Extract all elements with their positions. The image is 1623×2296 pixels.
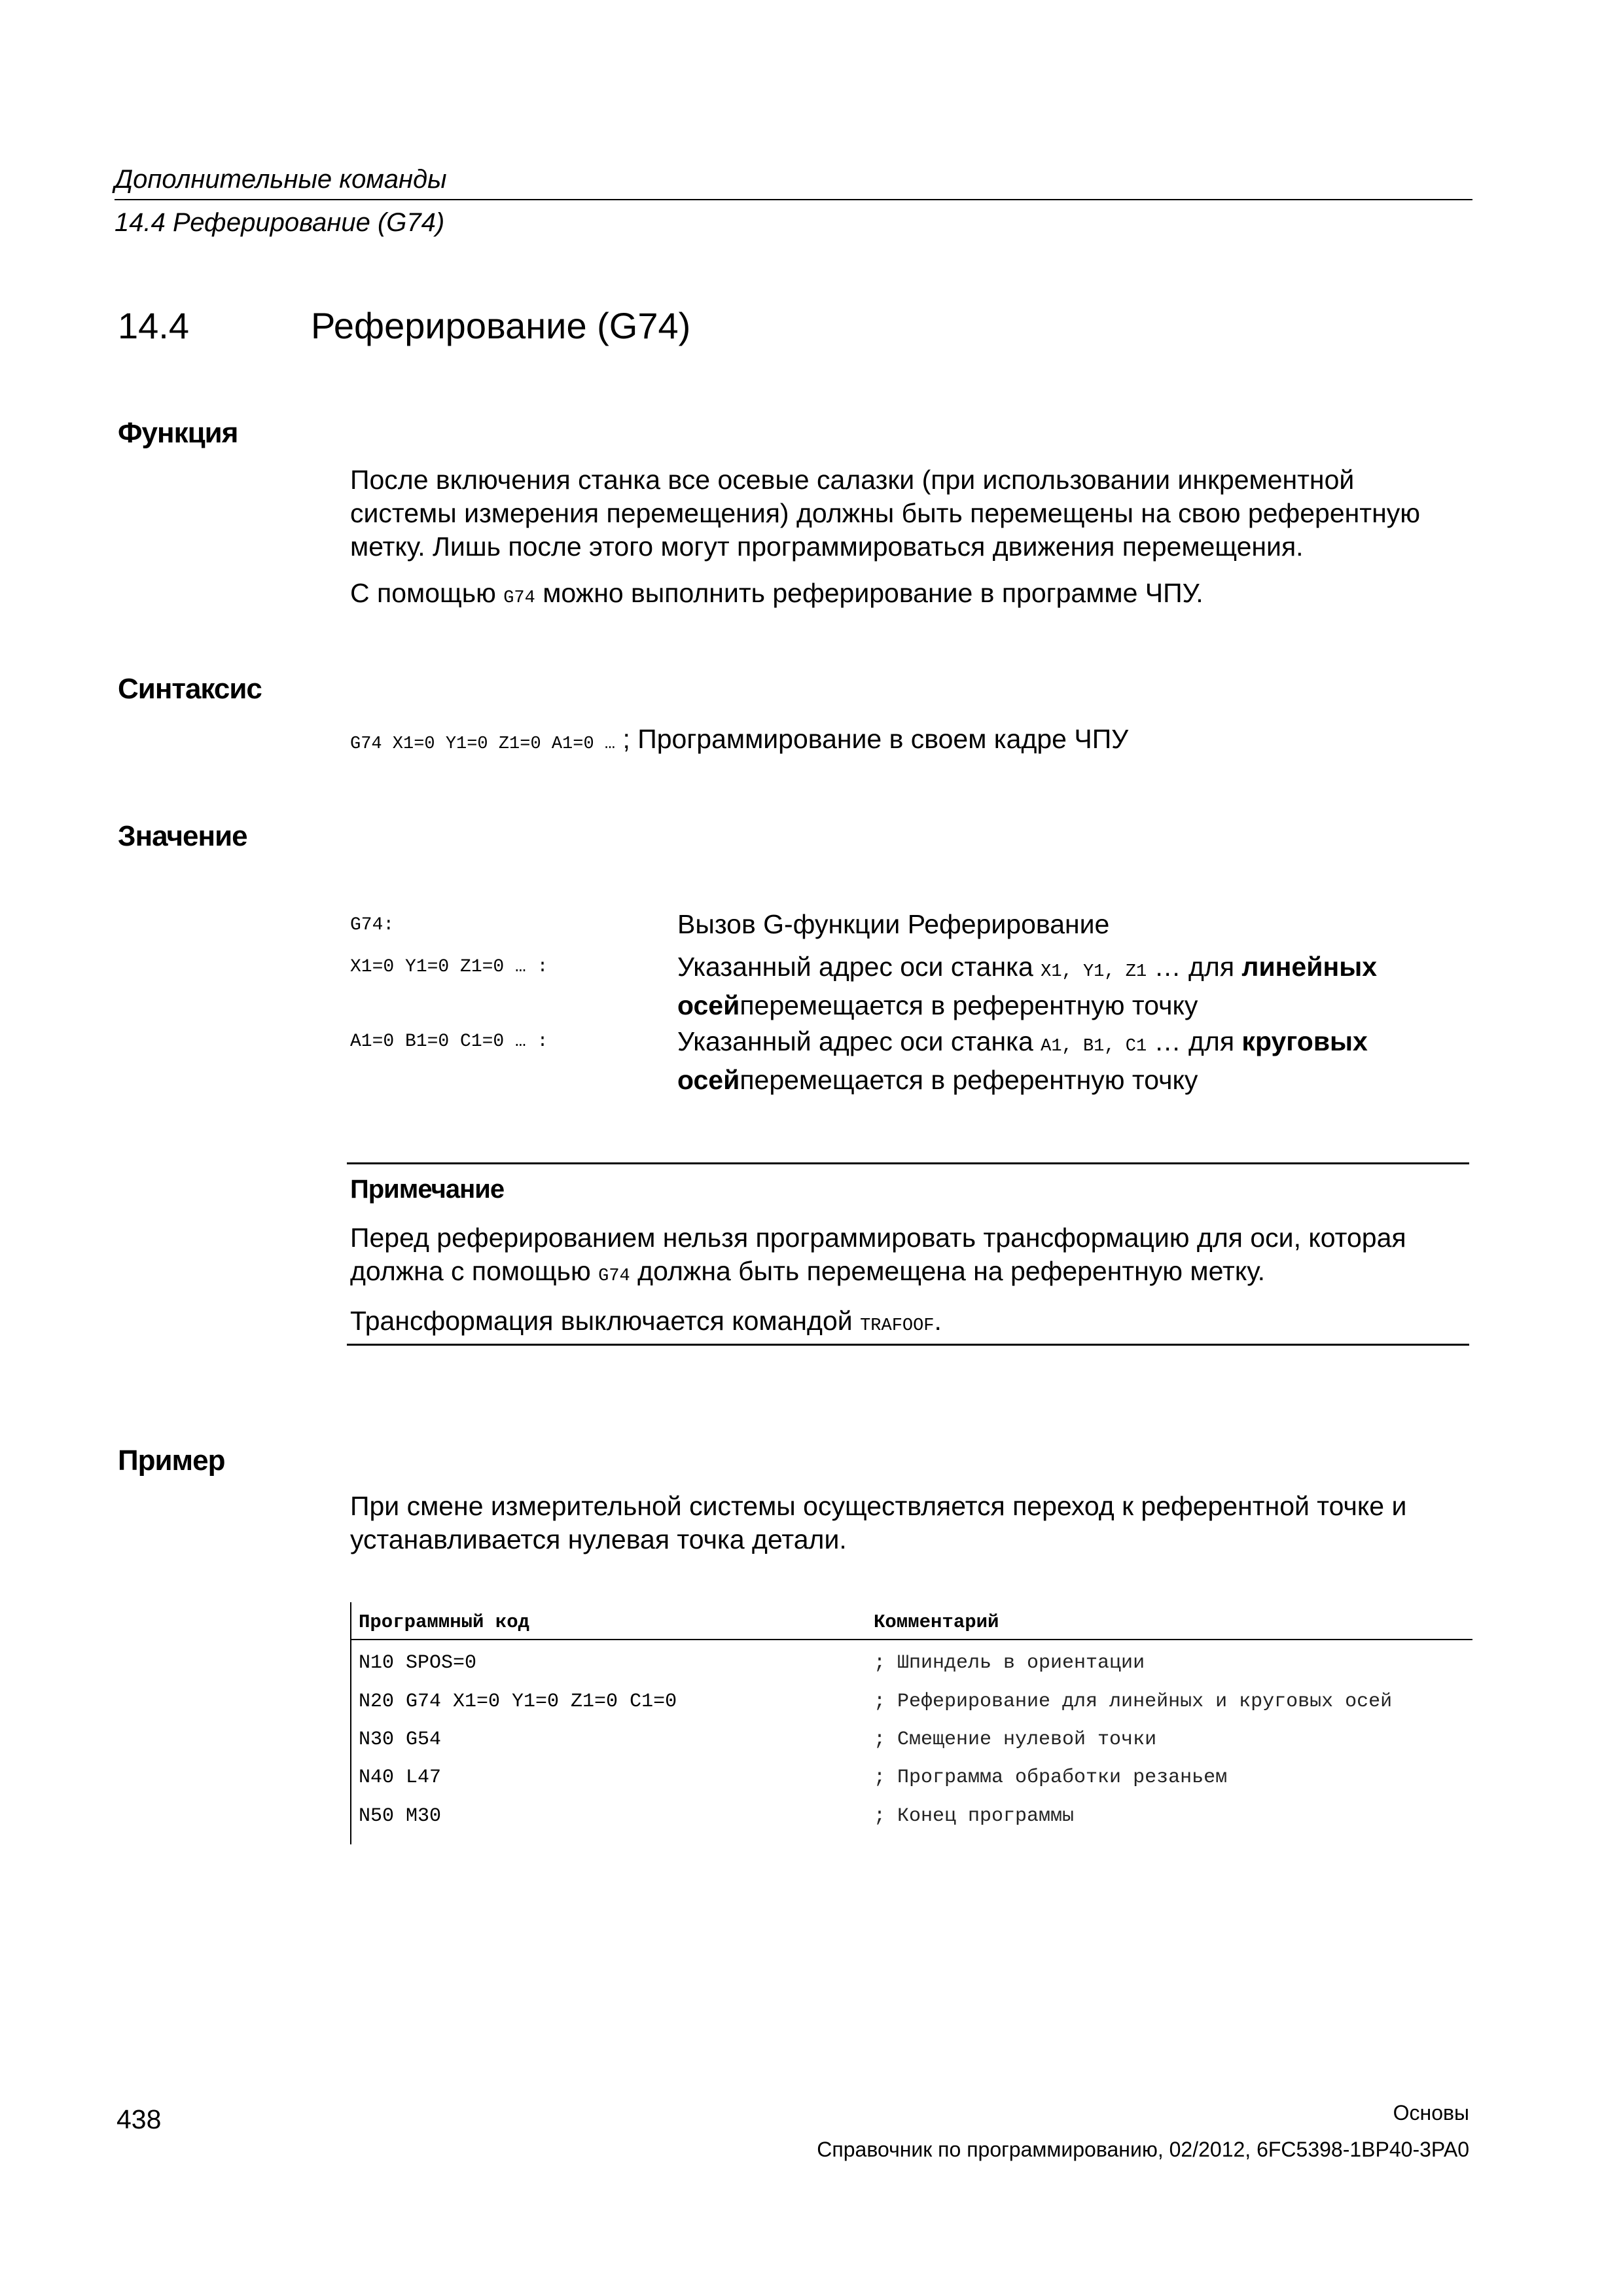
syntax-comment: ; Программирование в своем кадре ЧПУ — [615, 724, 1129, 754]
code-row-2-comment: ; Реферирование для линейных и круговых осей — [874, 1691, 1393, 1713]
note-heading: Примечание — [350, 1175, 505, 1204]
code-row-4-comment: ; Программа обработки резаньем — [874, 1767, 1228, 1789]
code-table-header-rule — [350, 1639, 1472, 1640]
example-paragraph — [350, 1490, 1482, 1556]
note-p2-before: Трансформация выключается командой — [350, 1306, 861, 1336]
note-p2-code: TRAFOOF — [860, 1316, 935, 1336]
param-desc-linear-line2: перемещается в референтную точку — [740, 990, 1198, 1020]
code-row-4-code: N40 L47 — [359, 1767, 442, 1789]
function-paragraph-1 — [350, 463, 1482, 564]
note-p1-line2-after: должна быть перемещена на референтную метку. — [630, 1256, 1266, 1286]
function-paragraph-2 — [350, 577, 1482, 615]
meaning-heading: Значение — [118, 820, 247, 852]
note-paragraph-1 — [350, 1221, 1482, 1293]
note-bottom-rule — [347, 1344, 1469, 1346]
header-rule — [115, 199, 1472, 200]
param-code-g74: G74: — [350, 915, 395, 935]
param-desc-linear-bold2: осей — [677, 990, 740, 1020]
footer-line-2: Справочник по программированию, 02/2012, 6FC5398-1BP40-3PA0 — [817, 2138, 1469, 2161]
example-heading: Пример — [118, 1444, 225, 1477]
example-code-table — [350, 1602, 1472, 1844]
running-header-section: 14.4 Реферирование (G74) — [115, 208, 445, 237]
note-paragraph-2 — [350, 1304, 1482, 1343]
param-desc-rotary-text1: Указанный адрес оси станка — [677, 1026, 1041, 1056]
function-p1-line-2: системы измерения перемещения) должны быть перемещены на свою референтную — [350, 498, 1420, 528]
param-desc-rotary-bold2: осей — [677, 1065, 740, 1095]
param-desc-linear-text1: Указанный адрес оси станка — [677, 952, 1041, 982]
param-desc-rotary-codes: A1, B1, C1 — [1041, 1037, 1147, 1056]
function-p2-before: С помощью — [350, 578, 504, 608]
code-row-3-code: N30 G54 — [359, 1729, 442, 1751]
code-row-1-code: N10 SPOS=0 — [359, 1652, 477, 1674]
param-desc-linear-text2: … для — [1147, 952, 1242, 982]
section-number: 14.4 — [118, 305, 189, 346]
code-row-1-comment: ; Шпиндель в ориентации — [874, 1652, 1145, 1674]
function-p1-line-1: После включения станка все осевые салазки (при использовании инкрементной — [350, 465, 1355, 495]
note-top-rule — [347, 1162, 1469, 1164]
param-desc-linear — [677, 950, 1482, 1022]
param-code-rotary: A1=0 B1=0 C1=0 … : — [350, 1031, 548, 1052]
param-desc-g74: Вызов G-функции Реферирование — [677, 909, 1110, 939]
example-p-line-1: При смене измерительной системы осуществляется переход к референтной точке и — [350, 1491, 1407, 1521]
param-desc-linear-codes: X1, Y1, Z1 — [1041, 962, 1147, 982]
param-desc-rotary-line2: перемещается в референтную точку — [740, 1065, 1198, 1095]
example-p-line-2: устанавливается нулевая точка детали. — [350, 1524, 847, 1554]
function-heading: Функция — [118, 417, 238, 449]
code-row-5-comment: ; Конец программы — [874, 1805, 1075, 1827]
code-row-5-code: N50 M30 — [359, 1805, 442, 1827]
code-table-header-code: Программный код — [359, 1611, 530, 1633]
param-desc-rotary-text2: … для — [1147, 1026, 1242, 1056]
syntax-line — [350, 723, 1482, 761]
running-header-chapter: Дополнительные команды — [115, 165, 447, 194]
param-desc-rotary-bold: круговых — [1241, 1026, 1368, 1056]
function-p2-after: можно выполнить реферирование в программе ЧПУ. — [535, 578, 1204, 608]
note-p1-line2-before: должна с помощью — [350, 1256, 599, 1286]
param-desc-rotary — [677, 1025, 1482, 1097]
footer-line-1: Основы — [1393, 2101, 1469, 2125]
param-desc-linear-bold: линейных — [1241, 952, 1378, 982]
syntax-heading: Синтаксис — [118, 673, 262, 705]
function-p2-code: G74 — [503, 588, 535, 608]
param-code-linear: X1=0 Y1=0 Z1=0 … : — [350, 957, 548, 977]
syntax-code: G74 X1=0 Y1=0 Z1=0 A1=0 … — [350, 734, 616, 754]
section-title: Реферирование (G74) — [311, 305, 691, 346]
page-number: 438 — [116, 2104, 162, 2134]
function-p1-line-3: метку. Лишь после этого могут программироваться движения перемещения. — [350, 531, 1304, 562]
note-p1-line2-code: G74 — [598, 1266, 630, 1286]
code-row-2-code: N20 G74 X1=0 Y1=0 Z1=0 C1=0 — [359, 1691, 677, 1713]
note-p1-line-1: Перед реферированием нельзя программировать трансформацию для оси, которая — [350, 1223, 1406, 1253]
code-row-3-comment: ; Смещение нулевой точки — [874, 1729, 1157, 1751]
code-table-header-comment: Комментарий — [874, 1611, 999, 1633]
note-p2-after: . — [934, 1306, 942, 1336]
